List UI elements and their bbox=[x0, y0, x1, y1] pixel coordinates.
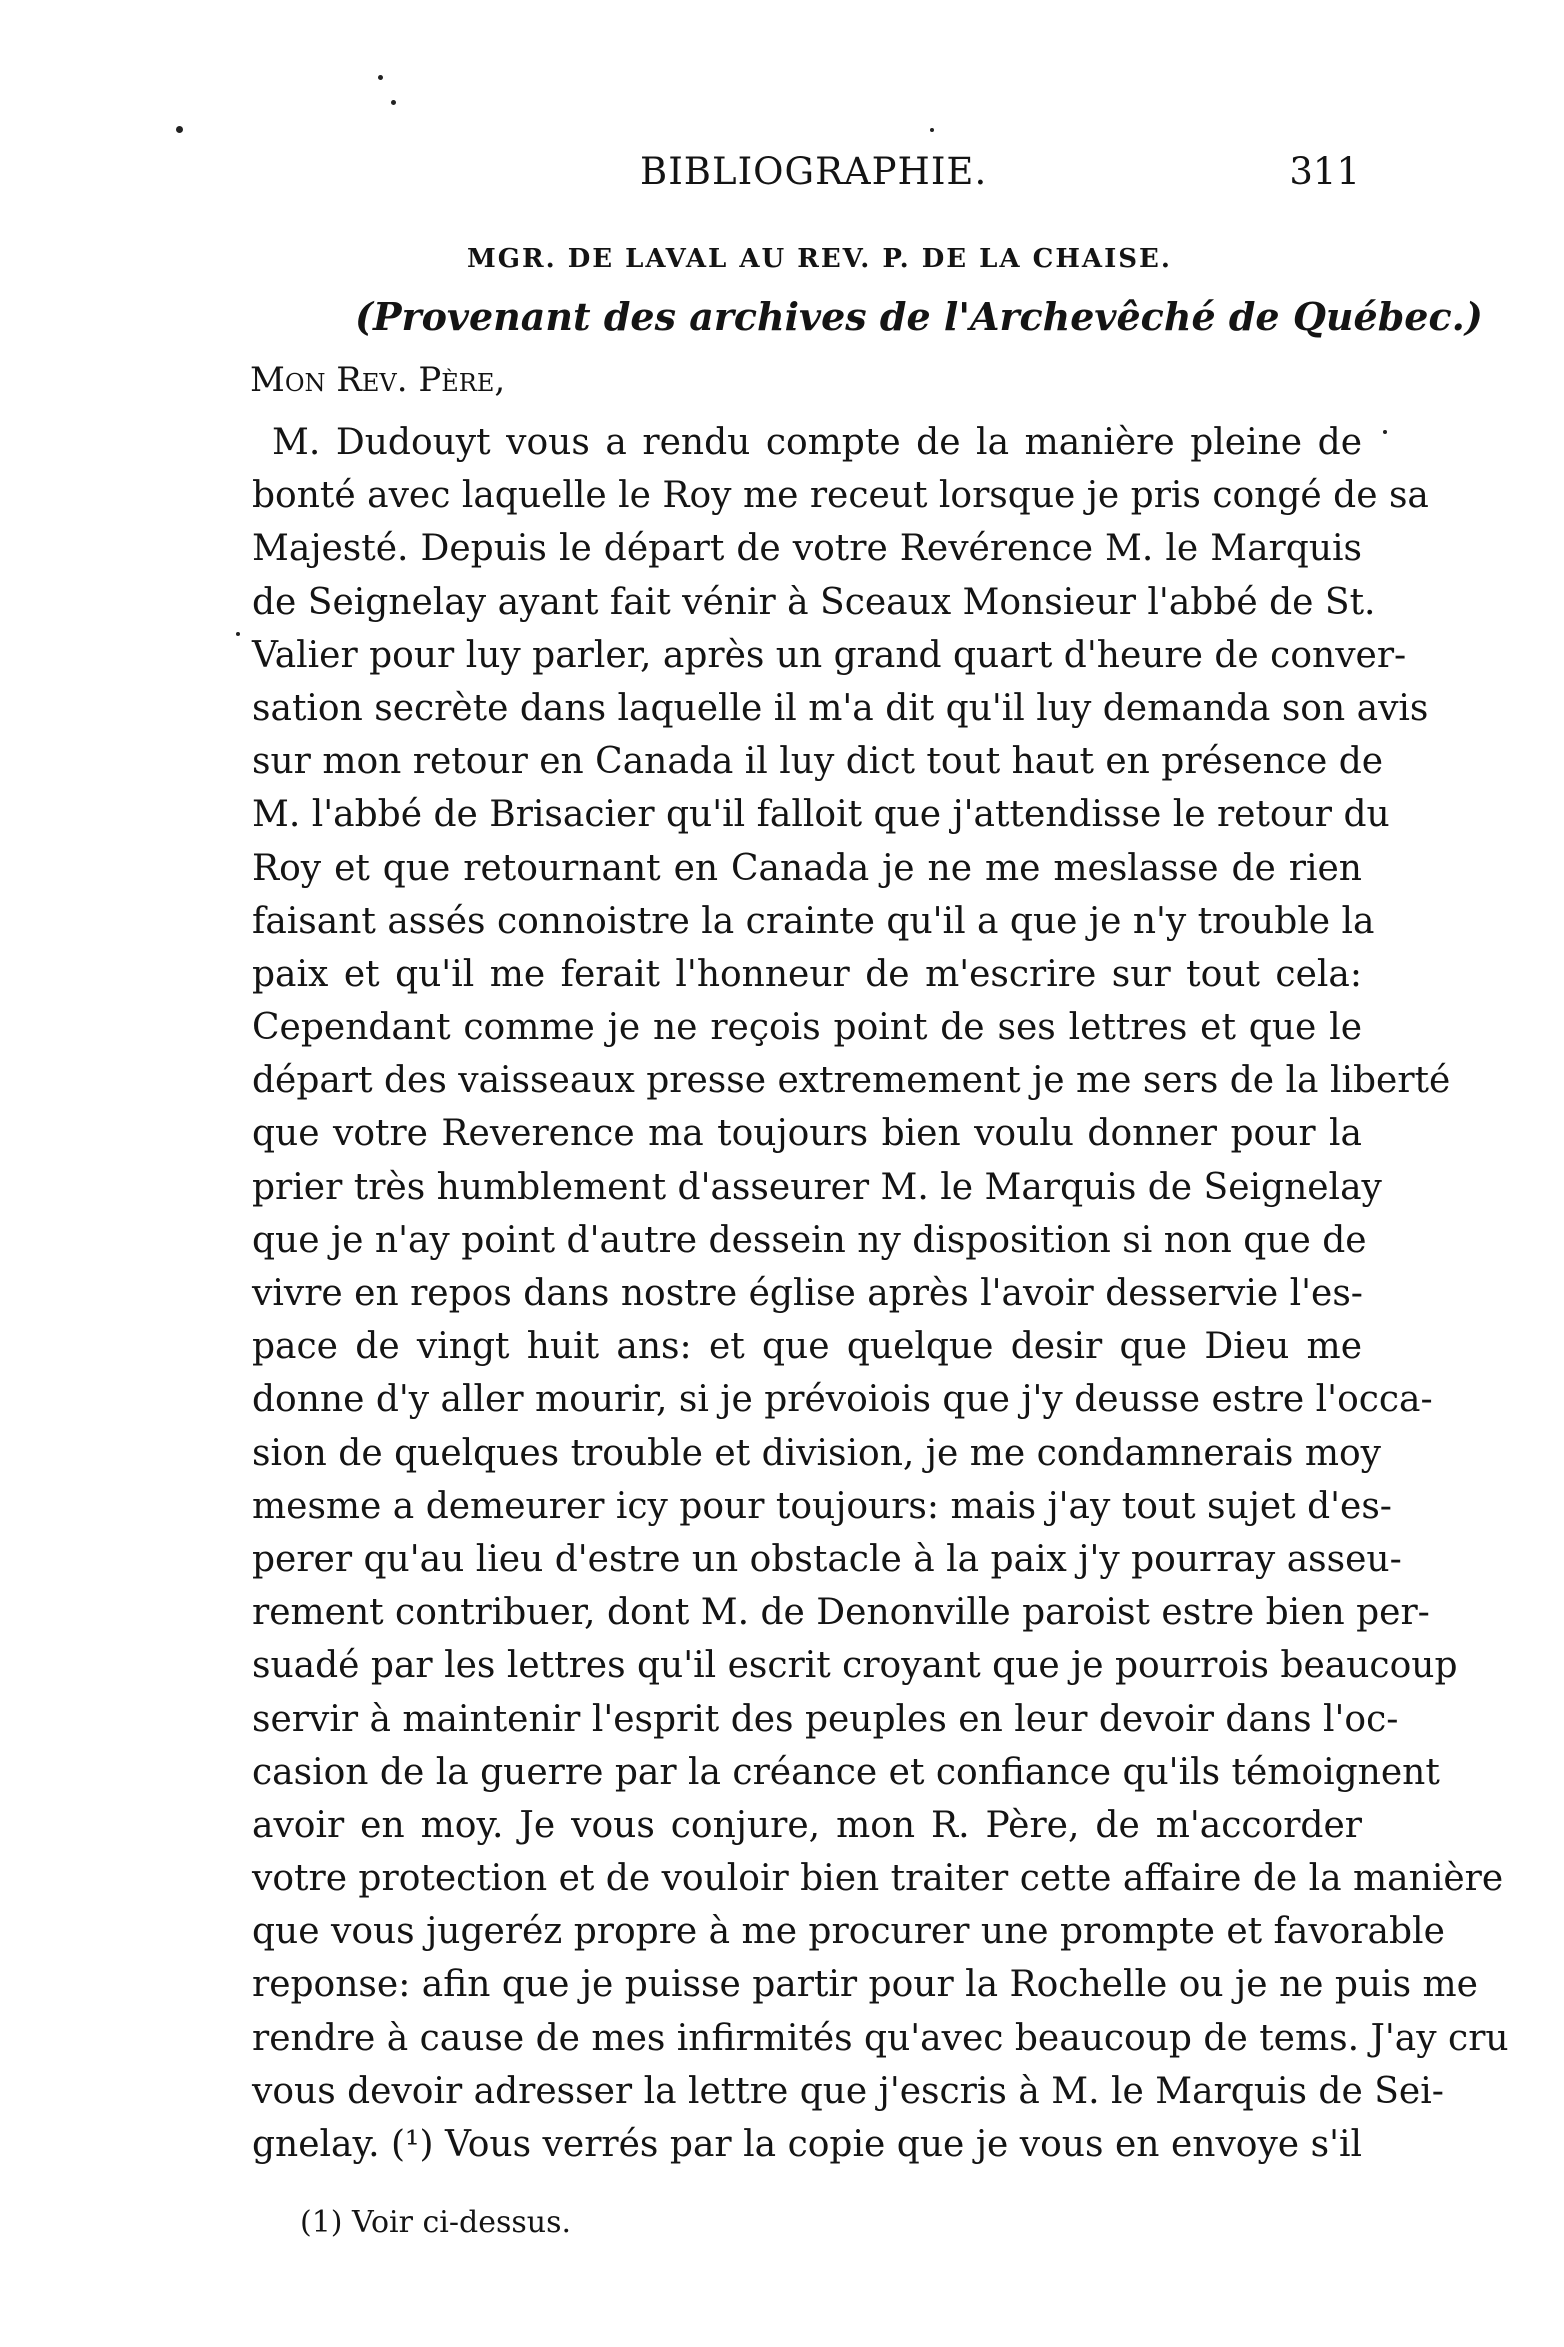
page-number: 311 bbox=[1289, 150, 1360, 193]
text-line: de Seignelay ayant fait vénir à Sceaux Monsieur l'abbé de St. bbox=[252, 581, 1376, 623]
text-line: avoir en moy. Je vous conjure, mon R. Père, de m'accorder bbox=[252, 1804, 1362, 1846]
text-line: mesme a demeurer icy pour toujours: mais j'ay tout sujet d'es- bbox=[252, 1485, 1392, 1527]
print-speck bbox=[378, 75, 383, 80]
text-line: reponse: afin que je puisse partir pour la Rochelle ou je ne puis me bbox=[252, 1964, 1478, 2006]
footnote: (1) Voir ci-dessus. bbox=[300, 2205, 572, 2240]
running-title: BIBLIOGRAPHIE. bbox=[640, 150, 988, 193]
print-speck bbox=[1383, 430, 1387, 434]
print-speck bbox=[176, 126, 183, 133]
letter-heading: MGR. DE LAVAL AU REV. P. DE LA CHAISE. bbox=[467, 244, 1172, 274]
text-line: casion de la guerre par la créance et confiance qu'ils témoignent bbox=[252, 1751, 1440, 1793]
text-line: votre protection et de vouloir bien traiter cette affaire de la manière bbox=[252, 1858, 1504, 1900]
letter-body bbox=[252, 416, 1509, 2171]
text-line: vous devoir adresser la lettre que j'escris à M. le Marquis de Sei- bbox=[252, 2070, 1444, 2112]
text-line: Roy et que retournant en Canada je ne me meslasse de rien bbox=[252, 847, 1362, 889]
text-line: rement contribuer, dont M. de Denonville paroist estre bien per- bbox=[252, 1592, 1430, 1634]
text-line: Majesté. Depuis le départ de votre Revérence M. le Marquis bbox=[252, 528, 1362, 570]
text-line: vivre en repos dans nostre église après l'avoir desservie l'es- bbox=[252, 1273, 1363, 1314]
text-line: Cependant comme je ne reçois point de ses lettres et que le bbox=[252, 1007, 1362, 1049]
text-line: donne d'y aller mourir, si je prévoiois que j'y deusse estre l'occa- bbox=[252, 1379, 1433, 1421]
text-line: perer qu'au lieu d'estre un obstacle à la paix j'y pourray asseu- bbox=[252, 1538, 1402, 1580]
print-speck bbox=[391, 100, 396, 105]
print-speck bbox=[930, 128, 934, 132]
text-line: M. l'abbé de Brisacier qu'il falloit que j'attendisse le retour du bbox=[252, 794, 1390, 836]
text-line: que votre Reverence ma toujours bien voulu donner pour la bbox=[252, 1113, 1362, 1155]
text-line: sur mon retour en Canada il luy dict tout haut en présence de bbox=[252, 741, 1384, 783]
text-line: suadé par les lettres qu'il escrit croyant que je pourrois beaucoup bbox=[252, 1645, 1458, 1687]
text-line: M. Dudouyt vous a rendu compte de la manière pleine de bbox=[272, 422, 1362, 463]
text-line: paix et qu'il me ferait l'honneur de m'escrire sur tout cela: bbox=[252, 953, 1362, 995]
salutation: Mon Rev. Père, bbox=[250, 360, 506, 400]
text-line: pace de vingt huit ans: et que quelque desir que Dieu me bbox=[252, 1326, 1362, 1368]
text-line: gnelay. (¹) Vous verrés par la copie que je vous en envoye s'il bbox=[252, 2124, 1362, 2165]
text-line: sion de quelques trouble et division, je me condamnerais moy bbox=[252, 1432, 1381, 1474]
text-line: que vous jugeréz propre à me procurer une prompte et favorable bbox=[252, 1911, 1445, 1953]
text-line: rendre à cause de mes infirmités qu'avec beaucoup de tems. J'ay cru bbox=[252, 2017, 1509, 2059]
text-line: que je n'ay point d'autre dessein ny disposition si non que de bbox=[252, 1219, 1367, 1261]
text-line: faisant assés connoistre la crainte qu'il a que je n'y trouble la bbox=[252, 900, 1375, 942]
running-head bbox=[250, 150, 1360, 210]
text-line: bonté avec laquelle le Roy me receut lorsque je pris congé de sa bbox=[252, 475, 1429, 517]
source-note: (Provenant des archives de l'Archevêché de Québec.) bbox=[355, 294, 1483, 339]
text-line: sation secrète dans laquelle il m'a dit qu'il luy demanda son avis bbox=[252, 687, 1429, 729]
text-line: prier très humblement d'asseurer M. le Marquis de Seignelay bbox=[252, 1166, 1382, 1208]
text-line: servir à maintenir l'esprit des peuples en leur devoir dans l'oc- bbox=[252, 1698, 1399, 1740]
print-speck bbox=[236, 632, 240, 636]
text-line: Valier pour luy parler, après un grand quart d'heure de conver- bbox=[252, 634, 1407, 676]
text-line: départ des vaisseaux presse extremement je me sers de la liberté bbox=[252, 1060, 1451, 1102]
